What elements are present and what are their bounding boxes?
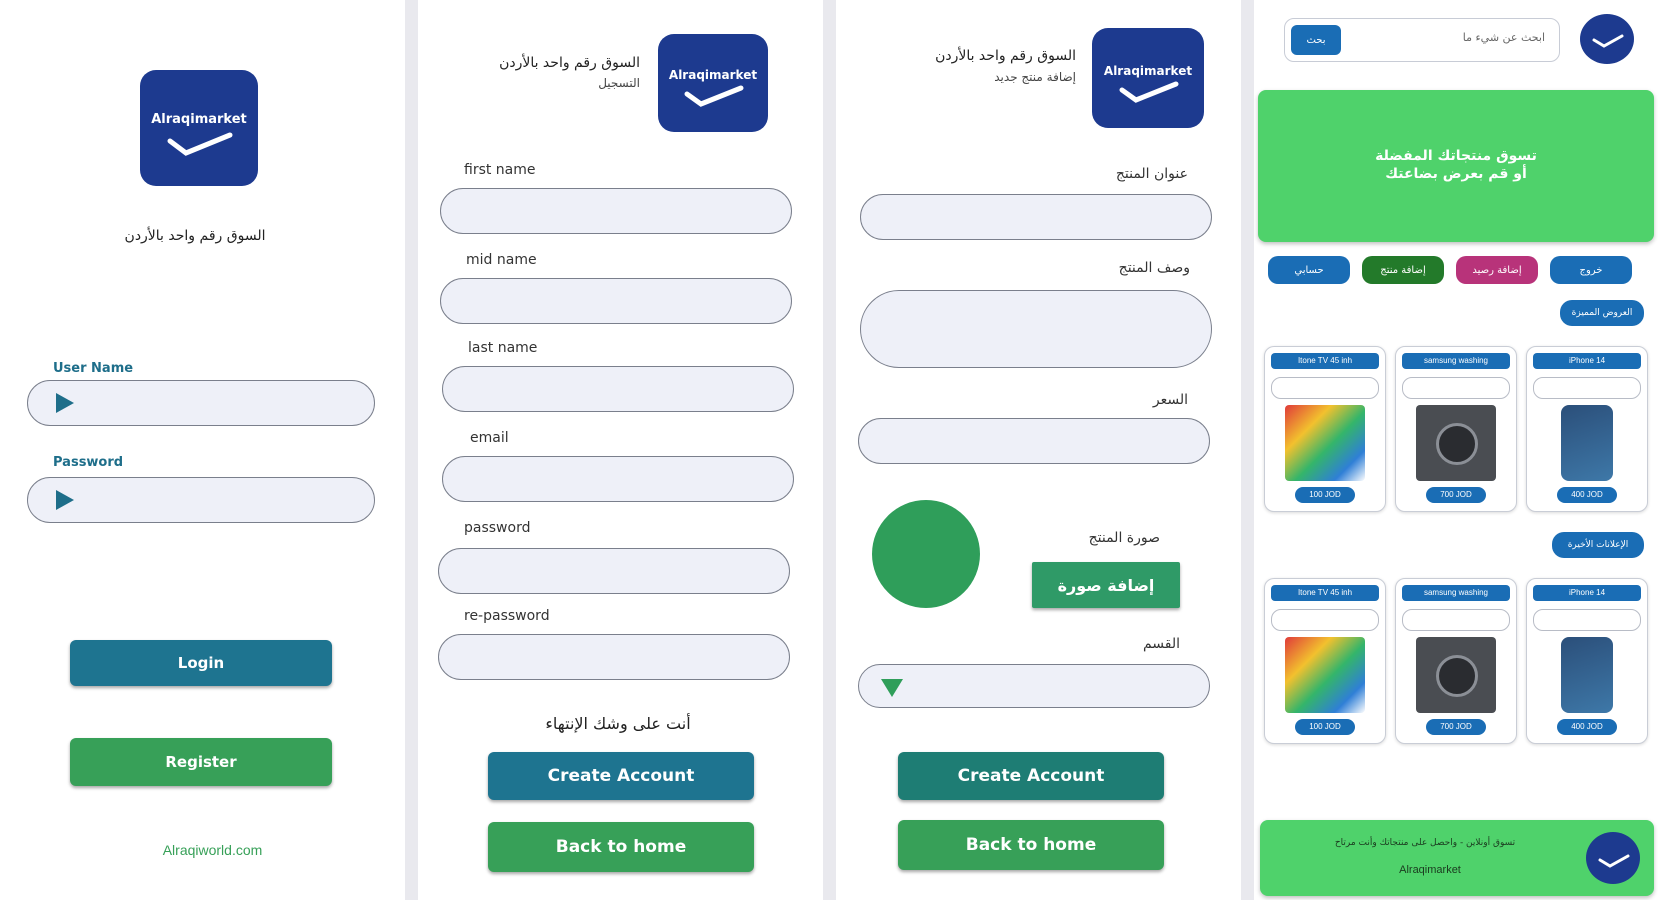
username-label: User Name (53, 361, 134, 376)
product-price: 700 JOD (1426, 487, 1486, 503)
logo-text: Alraqimarket (151, 112, 247, 127)
login-screen (0, 0, 405, 900)
drum-icon (1436, 655, 1478, 697)
section-latest-label: الإعلانات الأخيرة (1552, 532, 1644, 558)
product-title: Itone TV 45 inh (1271, 353, 1379, 369)
checkmark-icon (1116, 78, 1180, 106)
product-card[interactable] (1395, 578, 1517, 744)
nav-exit-button[interactable]: خروج (1550, 256, 1632, 284)
logo-text: Alraqimarket (668, 68, 758, 82)
header-logo (1580, 14, 1634, 64)
promo-banner (1258, 90, 1654, 242)
back-home-button[interactable]: Back to home (898, 820, 1164, 870)
first-name-label: first name (464, 162, 536, 178)
tagline: السوق رقم واحد بالأردن (499, 55, 640, 71)
page-subtitle: التسجيل (598, 76, 640, 90)
image-label: صورة المنتج (1088, 530, 1160, 546)
password-label: password (464, 520, 531, 536)
product-title: Itone TV 45 inh (1271, 585, 1379, 601)
password-label: Password (53, 455, 124, 470)
email-input[interactable] (442, 456, 794, 502)
description-input[interactable] (860, 290, 1212, 368)
image-preview (872, 500, 980, 608)
footer-text: تسوق أونلاين - واحصل على منتجاتك وأنت مرتاح (1334, 838, 1516, 848)
first-name-input[interactable] (440, 188, 792, 234)
play-icon (56, 490, 74, 510)
app-logo (140, 70, 258, 186)
create-account-button[interactable]: Create Account (898, 752, 1164, 800)
desc-label: وصف المنتج (1118, 260, 1190, 276)
search-input[interactable]: ابحث عن شيء ما (1462, 31, 1545, 44)
nav-add-balance-button[interactable]: إضافة رصيد (1456, 256, 1538, 284)
product-price: 400 JOD (1557, 487, 1617, 503)
nav-account-button[interactable]: حسابي (1268, 256, 1350, 284)
product-price: 700 JOD (1426, 719, 1486, 735)
checkmark-icon (164, 127, 234, 159)
page-subtitle: إضافة منتج جديد (994, 70, 1076, 84)
product-note-input[interactable] (1402, 609, 1510, 631)
footer-logo (1586, 832, 1640, 884)
product-note-input[interactable] (1271, 377, 1379, 399)
phone-image (1561, 637, 1613, 713)
banner-line-1: تسوق منتجاتك المفضلة (1375, 148, 1537, 164)
logo-text: Alraqimarket (1103, 64, 1193, 78)
product-note-input[interactable] (1533, 609, 1641, 631)
search-bar[interactable] (1284, 18, 1560, 62)
product-price: 100 JOD (1295, 719, 1355, 735)
tv-image (1285, 637, 1365, 713)
product-note-input[interactable] (1271, 609, 1379, 631)
home-screen (1254, 0, 1658, 900)
footer-brand: Alraqimarket (1399, 864, 1461, 876)
section-offers-label: العروض المميزة (1560, 300, 1644, 326)
product-title: samsung washing (1402, 585, 1510, 601)
footer-banner (1260, 820, 1654, 896)
tv-image (1285, 405, 1365, 481)
login-button[interactable]: Login (70, 640, 332, 686)
repassword-label: re-password (464, 608, 550, 624)
footer-link[interactable]: Alraqiworld.com (162, 842, 263, 858)
signup-screen (418, 0, 823, 900)
category-select[interactable] (858, 664, 1210, 708)
banner-line-2: أو قم بعرض بضاعتك (1385, 166, 1527, 182)
phone-image (1561, 405, 1613, 481)
app-logo (1092, 28, 1204, 128)
product-card[interactable] (1395, 346, 1517, 512)
last-name-input[interactable] (442, 366, 794, 412)
product-title: samsung washing (1402, 353, 1510, 369)
category-label: القسم (1142, 636, 1180, 652)
back-home-button[interactable]: Back to home (488, 822, 754, 872)
product-title: iPhone 14 (1533, 353, 1641, 369)
search-button[interactable]: بحث (1291, 25, 1341, 55)
dropdown-arrow-icon (881, 679, 903, 697)
title-input[interactable] (860, 194, 1212, 240)
nav-add-product-button[interactable]: إضافة منتج (1362, 256, 1444, 284)
product-card[interactable] (1526, 346, 1648, 512)
checkmark-icon (681, 82, 745, 110)
washing-machine-image (1416, 405, 1496, 481)
checkmark-icon (1586, 832, 1640, 884)
email-label: email (470, 430, 509, 446)
username-input[interactable] (27, 380, 375, 426)
product-price: 100 JOD (1295, 487, 1355, 503)
product-card[interactable] (1264, 578, 1386, 744)
price-label: السعر (1152, 392, 1188, 408)
mid-name-label: mid name (466, 252, 537, 268)
app-logo (658, 34, 768, 132)
product-card[interactable] (1264, 346, 1386, 512)
tagline: السوق رقم واحد بالأردن (935, 48, 1076, 64)
product-note-input[interactable] (1533, 377, 1641, 399)
create-account-button[interactable]: Create Account (488, 752, 754, 800)
product-price: 400 JOD (1557, 719, 1617, 735)
price-input[interactable] (858, 418, 1210, 464)
last-name-label: last name (468, 340, 538, 356)
washing-machine-image (1416, 637, 1496, 713)
password-input[interactable] (438, 548, 790, 594)
tagline: السوق رقم واحد بالأردن (124, 228, 266, 244)
mid-name-input[interactable] (440, 278, 792, 324)
add-product-screen (836, 0, 1241, 900)
add-image-button[interactable]: إضافة صورة (1032, 562, 1180, 608)
product-note-input[interactable] (1402, 377, 1510, 399)
checkmark-icon (1580, 14, 1634, 64)
product-card[interactable] (1526, 578, 1648, 744)
play-icon (56, 393, 74, 413)
register-button[interactable]: Register (70, 738, 332, 786)
almost-done-text: أنت على وشك الإنتهاء (545, 714, 691, 733)
product-title: iPhone 14 (1533, 585, 1641, 601)
drum-icon (1436, 423, 1478, 465)
title-label: عنوان المنتج (1115, 166, 1188, 182)
repassword-input[interactable] (438, 634, 790, 680)
password-input[interactable] (27, 477, 375, 523)
